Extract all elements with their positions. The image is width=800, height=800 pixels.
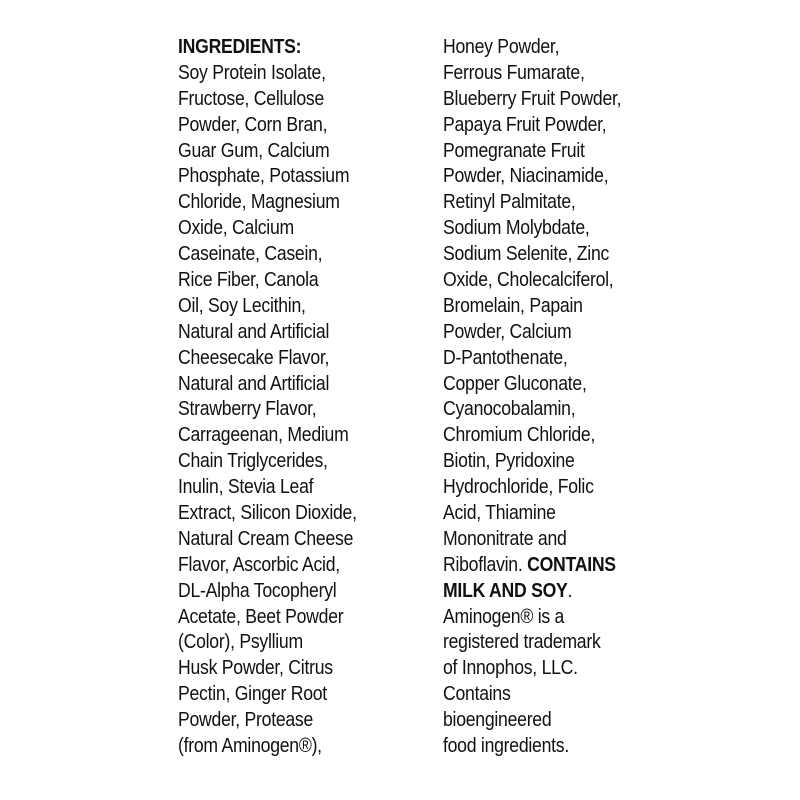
allergen-warning: MILK AND SOY <box>443 578 568 602</box>
ingredient-line: D-Pantothenate, <box>443 345 568 369</box>
ingredient-line: Bromelain, Papain <box>443 293 583 317</box>
ingredient-line: Sodium Selenite, Zinc <box>443 242 610 266</box>
bioengineered-line: bioengineered <box>443 708 552 732</box>
ingredient-line: Cheesecake Flavor, <box>178 345 330 369</box>
ingredient-line: Natural and Artificial <box>178 371 330 395</box>
ingredient-line: Powder, Calcium <box>443 319 572 343</box>
allergen-line <box>443 578 621 604</box>
bioengineered-line: food ingredients. <box>443 734 569 758</box>
ingredient-line: Strawberry Flavor, <box>178 397 317 421</box>
contains-warning: CONTAINS <box>527 552 616 576</box>
ingredient-line: (Color), Psyllium <box>178 630 303 654</box>
ingredient-line: Acid, Thiamine <box>443 501 556 525</box>
left-column <box>178 34 357 759</box>
ingredient-line: Powder, Niacinamide, <box>443 164 609 188</box>
riboflavin-contains-line <box>443 552 621 578</box>
ingredient-line: Chromium Chloride, <box>443 423 596 447</box>
ingredient-line: Caseinate, Casein, <box>178 242 323 266</box>
riboflavin-text: Riboflavin. <box>443 552 528 576</box>
ingredient-line: Chain Triglycerides, <box>178 449 328 473</box>
ingredient-line: Husk Powder, Citrus <box>178 656 333 680</box>
allergen-period: . <box>567 578 573 602</box>
ingredient-line: Honey Powder, <box>443 35 560 58</box>
ingredient-line: DL-Alpha Tocopheryl <box>178 578 337 602</box>
ingredient-line: Rice Fiber, Canola <box>178 268 319 292</box>
ingredient-line: Guar Gum, Calcium <box>178 138 330 162</box>
trademark-line: Aminogen® is a <box>443 604 565 628</box>
right-column <box>443 34 621 759</box>
ingredient-line: Copper Gluconate, <box>443 371 587 395</box>
ingredient-line: Cyanocobalamin, <box>443 397 576 421</box>
ingredient-line: (from Aminogen®), <box>178 734 322 758</box>
ingredient-line: Oxide, Calcium <box>178 216 294 240</box>
ingredients-heading: INGREDIENTS: <box>178 35 302 58</box>
ingredient-line: Pectin, Ginger Root <box>178 682 327 706</box>
ingredient-line: Extract, Silicon Dioxide, <box>178 501 357 525</box>
trademark-line: of Innophos, LLC. <box>443 656 578 680</box>
ingredient-line: Hydrochloride, Folic <box>443 475 594 499</box>
ingredient-line: Blueberry Fruit Powder, <box>443 86 622 110</box>
ingredient-line: Flavor, Ascorbic Acid, <box>178 552 340 576</box>
trademark-line: registered trademark <box>443 630 601 654</box>
ingredient-line: Natural and Artificial <box>178 319 330 343</box>
ingredient-line: Inulin, Stevia Leaf <box>178 475 314 499</box>
ingredient-line: Papaya Fruit Powder, <box>443 112 607 136</box>
ingredient-line: Oxide, Cholecalciferol, <box>443 268 614 292</box>
ingredient-line: Powder, Protease <box>178 708 314 732</box>
ingredient-line: Biotin, Pyridoxine <box>443 449 575 473</box>
bioengineered-line: Contains <box>443 682 511 706</box>
ingredient-line: Phosphate, Potassium <box>178 164 350 188</box>
ingredient-line: Oil, Soy Lecithin, <box>178 293 306 317</box>
ingredient-line: Acetate, Beet Powder <box>178 604 344 628</box>
ingredient-line: Chloride, Magnesium <box>178 190 340 214</box>
ingredient-line: Sodium Molybdate, <box>443 216 590 240</box>
ingredient-line: Ferrous Fumarate, <box>443 60 585 84</box>
ingredient-line: Retinyl Palmitate, <box>443 190 576 214</box>
ingredient-line: Soy Protein Isolate, <box>178 60 326 84</box>
ingredient-line: Natural Cream Cheese <box>178 526 354 550</box>
ingredient-line: Powder, Corn Bran, <box>178 112 328 136</box>
ingredient-line: Fructose, Cellulose <box>178 86 324 110</box>
ingredient-line: Carrageenan, Medium <box>178 423 349 447</box>
ingredient-line: Pomegranate Fruit <box>443 138 585 162</box>
ingredient-line: Mononitrate and <box>443 526 567 550</box>
